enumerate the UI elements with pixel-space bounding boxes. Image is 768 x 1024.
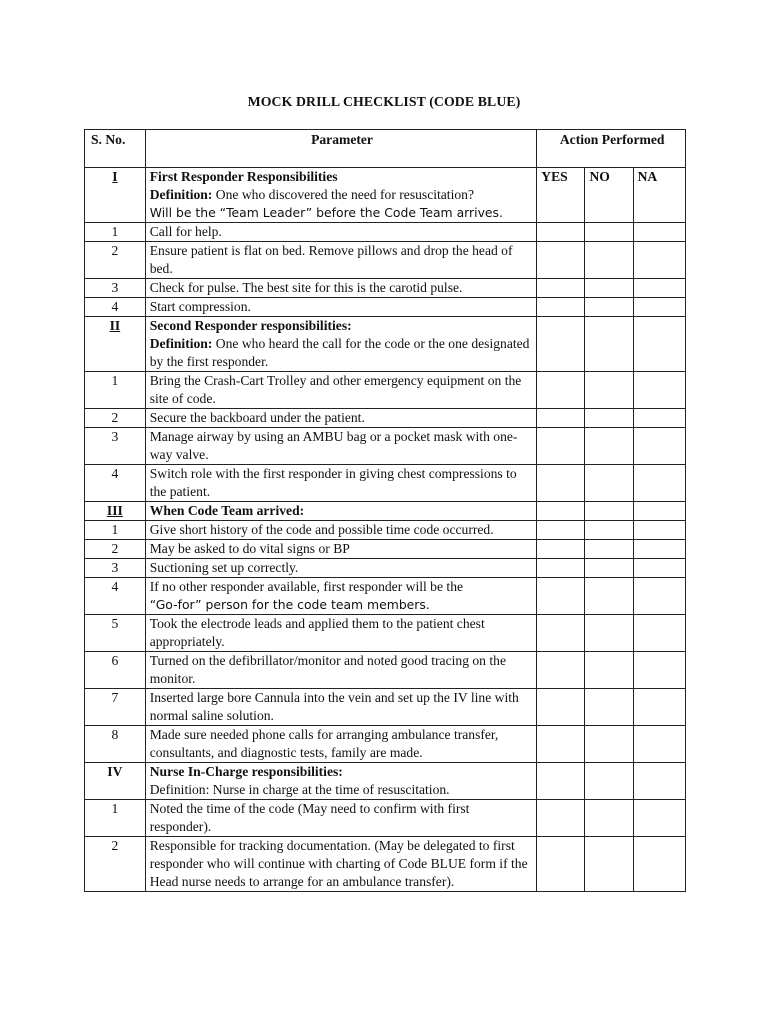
na-checkbox[interactable] [633, 521, 685, 540]
no-checkbox[interactable] [585, 279, 633, 298]
section-title: Second Responder responsibilities: [149, 318, 352, 333]
na-checkbox[interactable] [633, 372, 685, 409]
item-number: 4 [85, 578, 146, 615]
item-text: Noted the time of the code (May need to confirm with first responder). [145, 800, 537, 837]
definition-extra: Will be the “Team Leader” before the Code Team arrives. [149, 205, 503, 220]
yes-checkbox[interactable] [537, 689, 585, 726]
definition-label: Definition: [149, 187, 213, 202]
item-text [145, 578, 537, 615]
no-checkbox[interactable] [585, 409, 633, 428]
item-number: 4 [85, 298, 146, 317]
yes-checkbox[interactable] [537, 223, 585, 242]
table-row [85, 372, 686, 409]
no-checkbox[interactable] [585, 763, 633, 800]
checklist-table [84, 129, 686, 892]
item-number: 2 [85, 540, 146, 559]
yes-checkbox[interactable] [537, 502, 585, 521]
page-title: MOCK DRILL CHECKLIST (CODE BLUE) [247, 94, 521, 109]
na-checkbox[interactable] [633, 242, 685, 279]
no-checkbox[interactable] [585, 837, 633, 892]
na-checkbox[interactable] [633, 502, 685, 521]
item-text: Suctioning set up correctly. [145, 559, 537, 578]
item-number: 1 [85, 800, 146, 837]
item-text: May be asked to do vital signs or BP [145, 540, 537, 559]
na-checkbox[interactable] [633, 298, 685, 317]
section-description [145, 763, 537, 800]
yes-checkbox[interactable] [537, 800, 585, 837]
no-checkbox[interactable] [585, 242, 633, 279]
na-checkbox[interactable] [633, 689, 685, 726]
na-checkbox[interactable] [633, 279, 685, 298]
table-row [85, 242, 686, 279]
item-text: Call for help. [145, 223, 537, 242]
definition-text: One who heard the call for the code or the one designated by the first responder. [149, 336, 530, 369]
item-number: 2 [85, 409, 146, 428]
na-checkbox[interactable] [633, 428, 685, 465]
section-description [145, 168, 537, 223]
yes-checkbox[interactable] [537, 763, 585, 800]
no-checkbox[interactable] [585, 372, 633, 409]
no-checkbox[interactable] [585, 317, 633, 372]
yes-checkbox[interactable] [537, 372, 585, 409]
no-checkbox[interactable] [585, 540, 633, 559]
item-number: 2 [85, 837, 146, 892]
na-checkbox[interactable] [633, 615, 685, 652]
yes-checkbox[interactable] [537, 409, 585, 428]
yes-checkbox[interactable] [537, 242, 585, 279]
na-checkbox[interactable] [633, 837, 685, 892]
item-number: 3 [85, 279, 146, 298]
no-label: NO [585, 168, 633, 223]
section-row-iv [85, 763, 686, 800]
section-number: IV [85, 763, 146, 800]
yes-checkbox[interactable] [537, 428, 585, 465]
item-number: 8 [85, 726, 146, 763]
yes-checkbox[interactable] [537, 540, 585, 559]
no-checkbox[interactable] [585, 652, 633, 689]
header-sno: S. No. [85, 130, 146, 168]
yes-checkbox[interactable] [537, 726, 585, 763]
section-description [145, 317, 537, 372]
no-checkbox[interactable] [585, 223, 633, 242]
item-text: Give short history of the code and possible time code occurred. [145, 521, 537, 540]
table-row [85, 689, 686, 726]
no-checkbox[interactable] [585, 800, 633, 837]
na-checkbox[interactable] [633, 317, 685, 372]
yes-checkbox[interactable] [537, 837, 585, 892]
table-row [85, 428, 686, 465]
table-header-row [85, 130, 686, 168]
item-number: 1 [85, 521, 146, 540]
section-row-ii [85, 317, 686, 372]
section-title: Nurse In-Charge responsibilities: [149, 764, 343, 779]
yes-checkbox[interactable] [537, 578, 585, 615]
yes-checkbox[interactable] [537, 465, 585, 502]
definition-text: One who discovered the need for resuscitation? [212, 187, 474, 202]
section-title: First Responder Responsibilities [149, 169, 338, 184]
section-row-iii [85, 502, 686, 521]
header-parameter: Parameter [145, 130, 537, 168]
section-number: II [109, 318, 121, 333]
table-row [85, 837, 686, 892]
section-title: When Code Team arrived: [145, 502, 537, 521]
definition-label: Definition: [149, 336, 213, 351]
yes-checkbox[interactable] [537, 652, 585, 689]
no-checkbox[interactable] [585, 615, 633, 652]
item-number: 7 [85, 689, 146, 726]
na-checkbox[interactable] [633, 223, 685, 242]
table-row [85, 615, 686, 652]
no-checkbox[interactable] [585, 298, 633, 317]
yes-checkbox[interactable] [537, 559, 585, 578]
table-row [85, 559, 686, 578]
na-checkbox[interactable] [633, 578, 685, 615]
na-checkbox[interactable] [633, 652, 685, 689]
item-number: 6 [85, 652, 146, 689]
na-checkbox[interactable] [633, 409, 685, 428]
yes-label: YES [537, 168, 585, 223]
no-checkbox[interactable] [585, 428, 633, 465]
no-checkbox[interactable] [585, 502, 633, 521]
item-text: Check for pulse. The best site for this is the carotid pulse. [145, 279, 537, 298]
na-checkbox[interactable] [633, 559, 685, 578]
item-number: 5 [85, 615, 146, 652]
item-text-line: “Go-for” person for the code team members. [149, 597, 430, 612]
item-text: Ensure patient is flat on bed. Remove pillows and drop the head of bed. [145, 242, 537, 279]
table-row [85, 521, 686, 540]
item-number: 1 [85, 372, 146, 409]
table-row [85, 465, 686, 502]
table-row [85, 726, 686, 763]
section-number: I [112, 169, 118, 184]
item-text: Responsible for tracking documentation. (May be delegated to first responder who will continue with charting of Code BLUE form if the Head nurse needs to arrange for an ambulance transfer). [145, 837, 537, 892]
section-row-i [85, 168, 686, 223]
na-checkbox[interactable] [633, 763, 685, 800]
table-row [85, 540, 686, 559]
item-text: Secure the backboard under the patient. [145, 409, 537, 428]
table-row [85, 298, 686, 317]
item-text-line: If no other responder available, first responder will be the [149, 579, 464, 594]
no-checkbox[interactable] [585, 689, 633, 726]
item-text: Made sure needed phone calls for arranging ambulance transfer, consultants, and diagnostic tests, family are made. [145, 726, 537, 763]
yes-checkbox[interactable] [537, 317, 585, 372]
table-row [85, 279, 686, 298]
no-checkbox[interactable] [585, 521, 633, 540]
table-row [85, 578, 686, 615]
yes-checkbox[interactable] [537, 298, 585, 317]
definition-text: Definition: Nurse in charge at the time of resuscitation. [149, 782, 450, 797]
item-number: 2 [85, 242, 146, 279]
header-action-performed: Action Performed [537, 130, 686, 168]
item-text: Bring the Crash-Cart Trolley and other emergency equipment on the site of code. [145, 372, 537, 409]
no-checkbox[interactable] [585, 465, 633, 502]
item-text: Manage airway by using an AMBU bag or a pocket mask with one-way valve. [145, 428, 537, 465]
na-checkbox[interactable] [633, 540, 685, 559]
na-checkbox[interactable] [633, 465, 685, 502]
yes-checkbox[interactable] [537, 521, 585, 540]
item-number: 1 [85, 223, 146, 242]
no-checkbox[interactable] [585, 726, 633, 763]
yes-checkbox[interactable] [537, 279, 585, 298]
table-row [85, 223, 686, 242]
item-text: Took the electrode leads and applied them to the patient chest appropriately. [145, 615, 537, 652]
section-number: III [106, 503, 123, 518]
item-number: 4 [85, 465, 146, 502]
item-text: Turned on the defibrillator/monitor and noted good tracing on the monitor. [145, 652, 537, 689]
na-checkbox[interactable] [633, 800, 685, 837]
yes-checkbox[interactable] [537, 615, 585, 652]
item-number: 3 [85, 428, 146, 465]
na-checkbox[interactable] [633, 726, 685, 763]
no-checkbox[interactable] [585, 578, 633, 615]
item-text: Inserted large bore Cannula into the vein and set up the IV line with normal saline solution. [145, 689, 537, 726]
table-row [85, 409, 686, 428]
item-number: 3 [85, 559, 146, 578]
table-row [85, 800, 686, 837]
table-row [85, 652, 686, 689]
item-text: Start compression. [145, 298, 537, 317]
item-text: Switch role with the first responder in giving chest compressions to the patient. [145, 465, 537, 502]
na-label: NA [633, 168, 685, 223]
no-checkbox[interactable] [585, 559, 633, 578]
